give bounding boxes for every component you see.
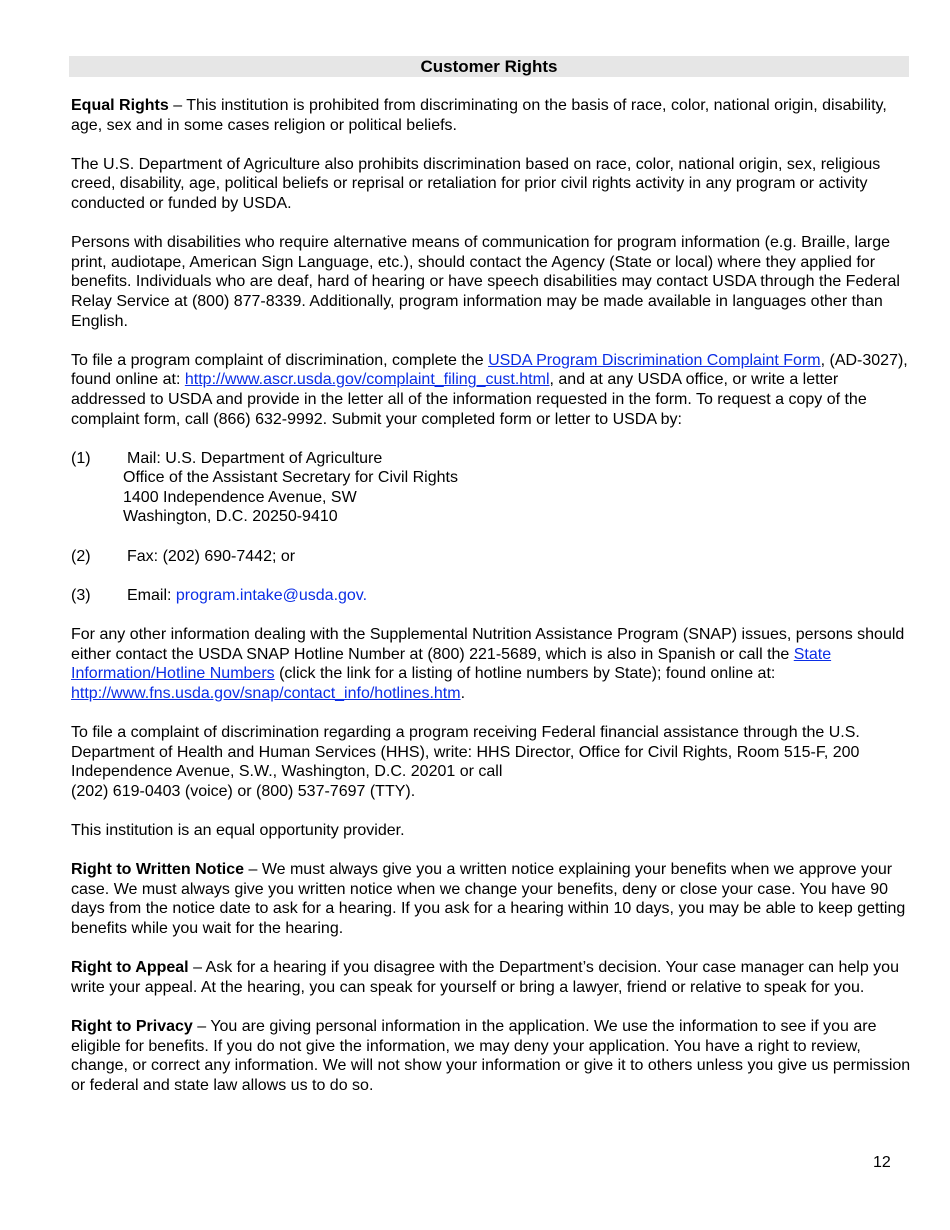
complaint-paragraph [71, 351, 911, 429]
snap-paragraph [71, 625, 911, 703]
snap-text-2: (click the link for a listing of hotline numbers by State); found online at: [274, 665, 776, 683]
complaint-form-link[interactable]: USDA Program Discrimination Complaint Form [488, 351, 821, 369]
equal-opportunity-statement: This institution is an equal opportunity provider. [71, 821, 405, 839]
disabilities-paragraph: Persons with disabilities who require alternative means of communication for program information (e.g. Braille, large print, audiotape, American Sign Language, etc.), should contact the Agency (State or local) where they applied for benefits. Individuals who are deaf, hard of hearing or have speech disabilities may contact USDA through the Federal Relay Service at (800) 877-8339. Additionally, program information may be made available in languages other than English. [71, 234, 900, 330]
option-number: (3) [71, 586, 91, 604]
hotline-numbers-link[interactable]: State Information/Hotline Numbers [71, 645, 832, 683]
appeal-heading: Right to Appeal [71, 959, 189, 977]
mail-line-1: Mail: U.S. Department of Agriculture [127, 449, 383, 467]
complaint-text-1: To file a program complaint of discrimination, complete the [71, 351, 489, 369]
snap-text-3: . [460, 684, 466, 702]
written-notice-heading: Right to Written Notice [71, 861, 245, 879]
privacy-heading: Right to Privacy [71, 1017, 193, 1035]
submit-option-email [71, 586, 911, 606]
complaint-url-link[interactable]: http://www.ascr.usda.gov/complaint_filing_cust.html [184, 371, 550, 389]
document-body [71, 96, 911, 1115]
equal-rights-text: – This institution is prohibited from discriminating on the basis of race, color, national origin, disability, age, sex and in some cases religion or political beliefs. [71, 97, 887, 134]
written-notice-text: – We must always give you a written notice explaining your benefits when we approve your case. We must always give you written notice when we change your benefits, deny or close your case. You have 90 days from the notice date to ask for a hearing. If you ask for a hearing within 10 days, you may be able to keep getting benefits while you wait for the hearing. [71, 861, 906, 937]
email-label: Email: [127, 586, 176, 604]
snap-text-1: For any other information dealing with the Supplemental Nutrition Assistance Program (SNAP) issues, persons should either contact the USDA SNAP Hotline Number at (800) 221-5689, which is also in Spanish or call the [71, 626, 905, 663]
hhs-paragraph [71, 723, 911, 801]
option-number: (2) [71, 547, 91, 565]
privacy-text: – You are giving personal information in the application. We use the information to see if you are eligible for benefits. If you do not give the information, we may deny your application. You have a right to review, change, or correct any information. We will not show your information or give it to others unless you give us permission or federal and state law allows us to do so. [71, 1017, 911, 1094]
equal-rights-paragraph [71, 96, 911, 135]
hhs-text-1: To file a complaint of discrimination regarding a program receiving Federal financial assistance through the U.S. Department of Health and Human Services (HHS), write: HHS Director, Office for Civil Rights, Room 515-F, 200 Independence Avenue, S.W., Washington, D.C. 20201 or call [71, 724, 860, 781]
mail-line-2: Office of the Assistant Secretary for Civil Rights [123, 469, 458, 487]
hhs-text-2: (202) 619-0403 (voice) or (800) 537-7697 (TTY). [71, 782, 416, 800]
appeal-text: – Ask for a hearing if you disagree with the Department’s decision. Your case manager can help you write your appeal. At the hearing, you can speak for yourself or bring a lawyer, friend or relative to speak for you. [71, 959, 899, 996]
mail-line-3: 1400 Independence Avenue, SW [123, 488, 357, 506]
appeal-paragraph [71, 958, 911, 997]
complaint-text-3: , and at any USDA office, or write a letter addressed to USDA and provide in the letter all of the information requested in the form. To request a copy of the complaint form, call (866) 632-9992. Submit your completed form or letter to USDA by: [71, 371, 867, 428]
fax-text: Fax: (202) 690-7442; or [127, 547, 296, 565]
usda-paragraph: The U.S. Department of Agriculture also prohibits discrimination based on race, color, national origin, sex, religious creed, disability, age, political beliefs or reprisal or retaliation for prior civil rights activity in any program or activity conducted or funded by USDA. [71, 155, 881, 212]
written-notice-paragraph [71, 860, 911, 938]
section-title: Customer Rights [69, 56, 909, 77]
submit-option-mail [71, 449, 911, 527]
privacy-paragraph [71, 1017, 911, 1095]
hotlines-url-link[interactable]: http://www.fns.usda.gov/snap/contact_info/hotlines.htm [71, 684, 461, 702]
page-number: 12 [873, 1154, 891, 1171]
email-address-link[interactable]: program.intake@usda.gov. [175, 586, 368, 604]
option-number: (1) [71, 449, 91, 467]
complaint-text-2: , (AD-3027), found online at: [71, 351, 908, 389]
equal-rights-heading: Equal Rights [71, 97, 169, 114]
submit-option-fax [71, 547, 911, 567]
mail-line-4: Washington, D.C. 20250-9410 [123, 508, 338, 526]
